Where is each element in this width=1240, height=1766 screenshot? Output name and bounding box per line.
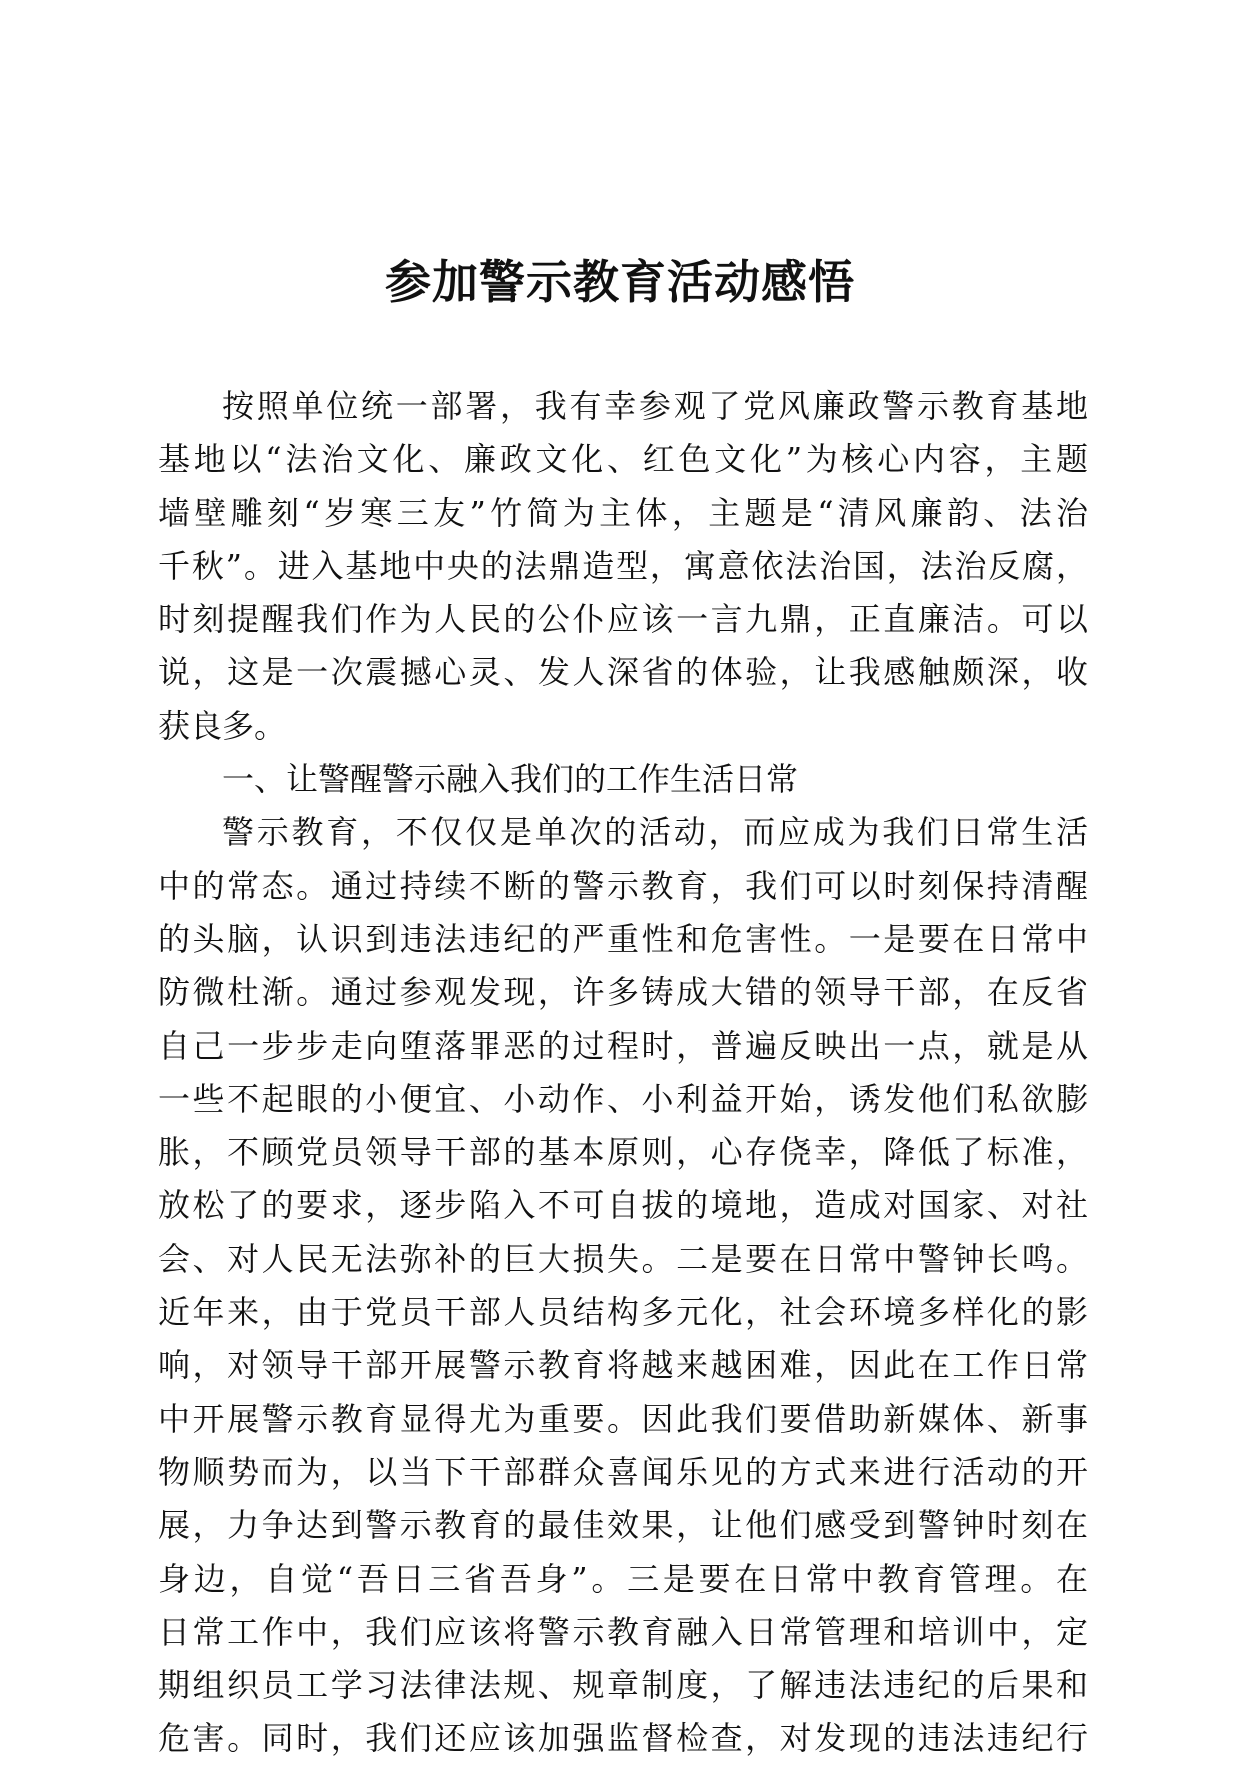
paragraph-line: 警示教育，不仅仅是单次的活动，而应成为我们日常生活	[222, 813, 1088, 852]
paragraph-line: 期组织员工学习法律法规、规章制度，了解违法违纪的后果和	[158, 1666, 1088, 1705]
paragraph-line: 危害。同时，我们还应该加强监督检查，对发现的违法违纪行	[158, 1719, 1088, 1758]
paragraph-line: 放松了的要求，逐步陷入不可自拔的境地，造成对国家、对社	[158, 1186, 1088, 1225]
paragraph-line: 响，对领导干部开展警示教育将越来越困难，因此在工作日常	[158, 1346, 1088, 1385]
paragraph-line: 中开展警示教育显得尤为重要。因此我们要借助新媒体、新事	[158, 1399, 1088, 1438]
paragraph-line: 中的常态。通过持续不断的警示教育，我们可以时刻保持清醒	[158, 866, 1088, 905]
paragraph-line: 一些不起眼的小便宜、小动作、小利益开始，诱发他们私欲膨	[158, 1079, 1088, 1118]
paragraph-line: 基地以“法治文化、廉政文化、红色文化”为核心内容，主题	[158, 440, 1088, 479]
paragraph-line: 展，力争达到警示教育的最佳效果，让他们感受到警钟时刻在	[158, 1506, 1088, 1545]
paragraph-line: 千秋”。进入基地中央的法鼎造型，寓意依法治国，法治反腐，	[158, 546, 1088, 585]
paragraph-line: 会、对人民无法弥补的巨大损失。二是要在日常中警钟长鸣。	[158, 1239, 1088, 1278]
paragraph-line: 自己一步步走向堕落罪恶的过程时，普遍反映出一点，就是从	[158, 1026, 1088, 1065]
paragraph-line: 身边，自觉“吾日三省吾身”。三是要在日常中教育管理。在	[158, 1559, 1088, 1598]
paragraph-line: 胀，不顾党员领导干部的基本原则，心存侥幸，降低了标准，	[158, 1133, 1088, 1172]
paragraph-line: 墙壁雕刻“岁寒三友”竹简为主体，主题是“清风廉韵、法治	[158, 493, 1088, 532]
paragraph-line: 获良多。	[158, 706, 287, 745]
document-body	[158, 380, 1088, 1766]
paragraph-line: 时刻提醒我们作为人民的公仆应该一言九鼎，正直廉洁。可以	[158, 600, 1088, 639]
paragraph-line: 说，这是一次震撼心灵、发人深省的体验，让我感触颇深，收	[158, 653, 1088, 692]
paragraph-line: 物顺势而为，以当下干部群众喜闻乐见的方式来进行活动的开	[158, 1452, 1088, 1491]
document-title: 参加警示教育活动感悟	[385, 255, 855, 309]
paragraph-line: 近年来，由于党员干部人员结构多元化，社会环境多样化的影	[158, 1293, 1088, 1332]
section-heading: 一、让警醒警示融入我们的工作生活日常	[222, 760, 799, 799]
paragraph-line: 日常工作中，我们应该将警示教育融入日常管理和培训中，定	[158, 1612, 1088, 1651]
paragraph-line: 按照单位统一部署，我有幸参观了党风廉政警示教育基地	[222, 387, 1088, 425]
paragraph-line: 的头脑，认识到违法违纪的严重性和危害性。一是要在日常中	[158, 919, 1088, 958]
paragraph-line: 防微杜渐。通过参观发现，许多铸成大错的领导干部，在反省	[158, 973, 1088, 1012]
